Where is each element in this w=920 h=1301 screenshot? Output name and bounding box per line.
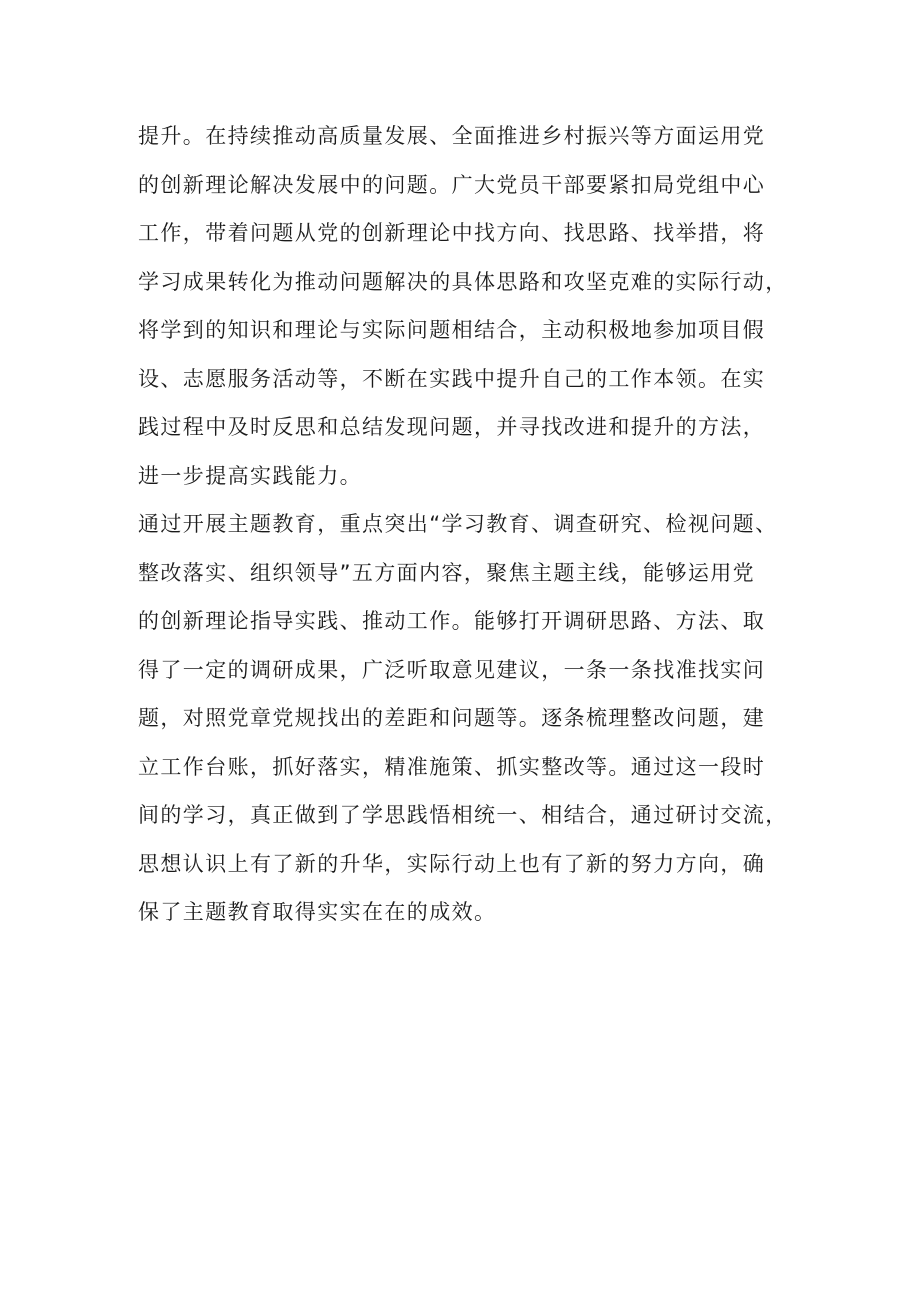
text-line: 的创新理论解决发展中的问题。广大党员干部要紧扣局党组中心 bbox=[138, 172, 766, 197]
text-line: 学习成果转化为推动问题解决的具体思路和攻坚克难的实际行动， bbox=[138, 269, 788, 294]
text-line: 通过开展主题教育，重点突出“学习教育、调查研究、检视问题、 bbox=[138, 512, 778, 536]
paragraph-1 bbox=[138, 112, 818, 500]
document-body bbox=[138, 112, 818, 937]
text-line: 提升。在持续推动高质量发展、全面推进乡村振兴等方面运用党 bbox=[138, 124, 766, 148]
text-line: 的创新理论指导实践、推动工作。能够打开调研思路、方法、取 bbox=[138, 609, 766, 633]
text-line: 立工作台账，抓好落实，精准施策、抓实整改等。通过这一段时 bbox=[138, 754, 766, 779]
text-line: 思想认识上有了新的升华，实际行动上也有了新的努力方向，确 bbox=[138, 851, 766, 876]
paragraph-2 bbox=[138, 500, 818, 937]
text-line: 将学到的知识和理论与实际问题相结合，主动积极地参加项目假 bbox=[138, 318, 766, 342]
text-line: 保了主题教育取得实实在在的成效。 bbox=[138, 900, 497, 924]
text-line: 践过程中及时反思和总结发现问题，并寻找改进和提升的方法， bbox=[138, 415, 766, 439]
text-line: 进一步提高实践能力。 bbox=[138, 463, 362, 488]
text-line: 整改落实、组织领导”五方面内容，聚焦主题主线，能够运用党 bbox=[138, 560, 756, 585]
text-line: 得了一定的调研成果，广泛听取意见建议，一条一条找准找实问 bbox=[138, 657, 766, 682]
text-line: 题，对照党章党规找出的差距和问题等。逐条梳理整改问题，建 bbox=[138, 706, 766, 730]
text-line: 设、志愿服务活动等，不断在实践中提升自己的工作本领。在实 bbox=[138, 366, 766, 391]
text-line: 间的学习，真正做到了学思践悟相统一、相结合，通过研讨交流， bbox=[138, 803, 788, 827]
text-line: 工作，带着问题从党的创新理论中找方向、找思路、找举措，将 bbox=[138, 221, 766, 245]
